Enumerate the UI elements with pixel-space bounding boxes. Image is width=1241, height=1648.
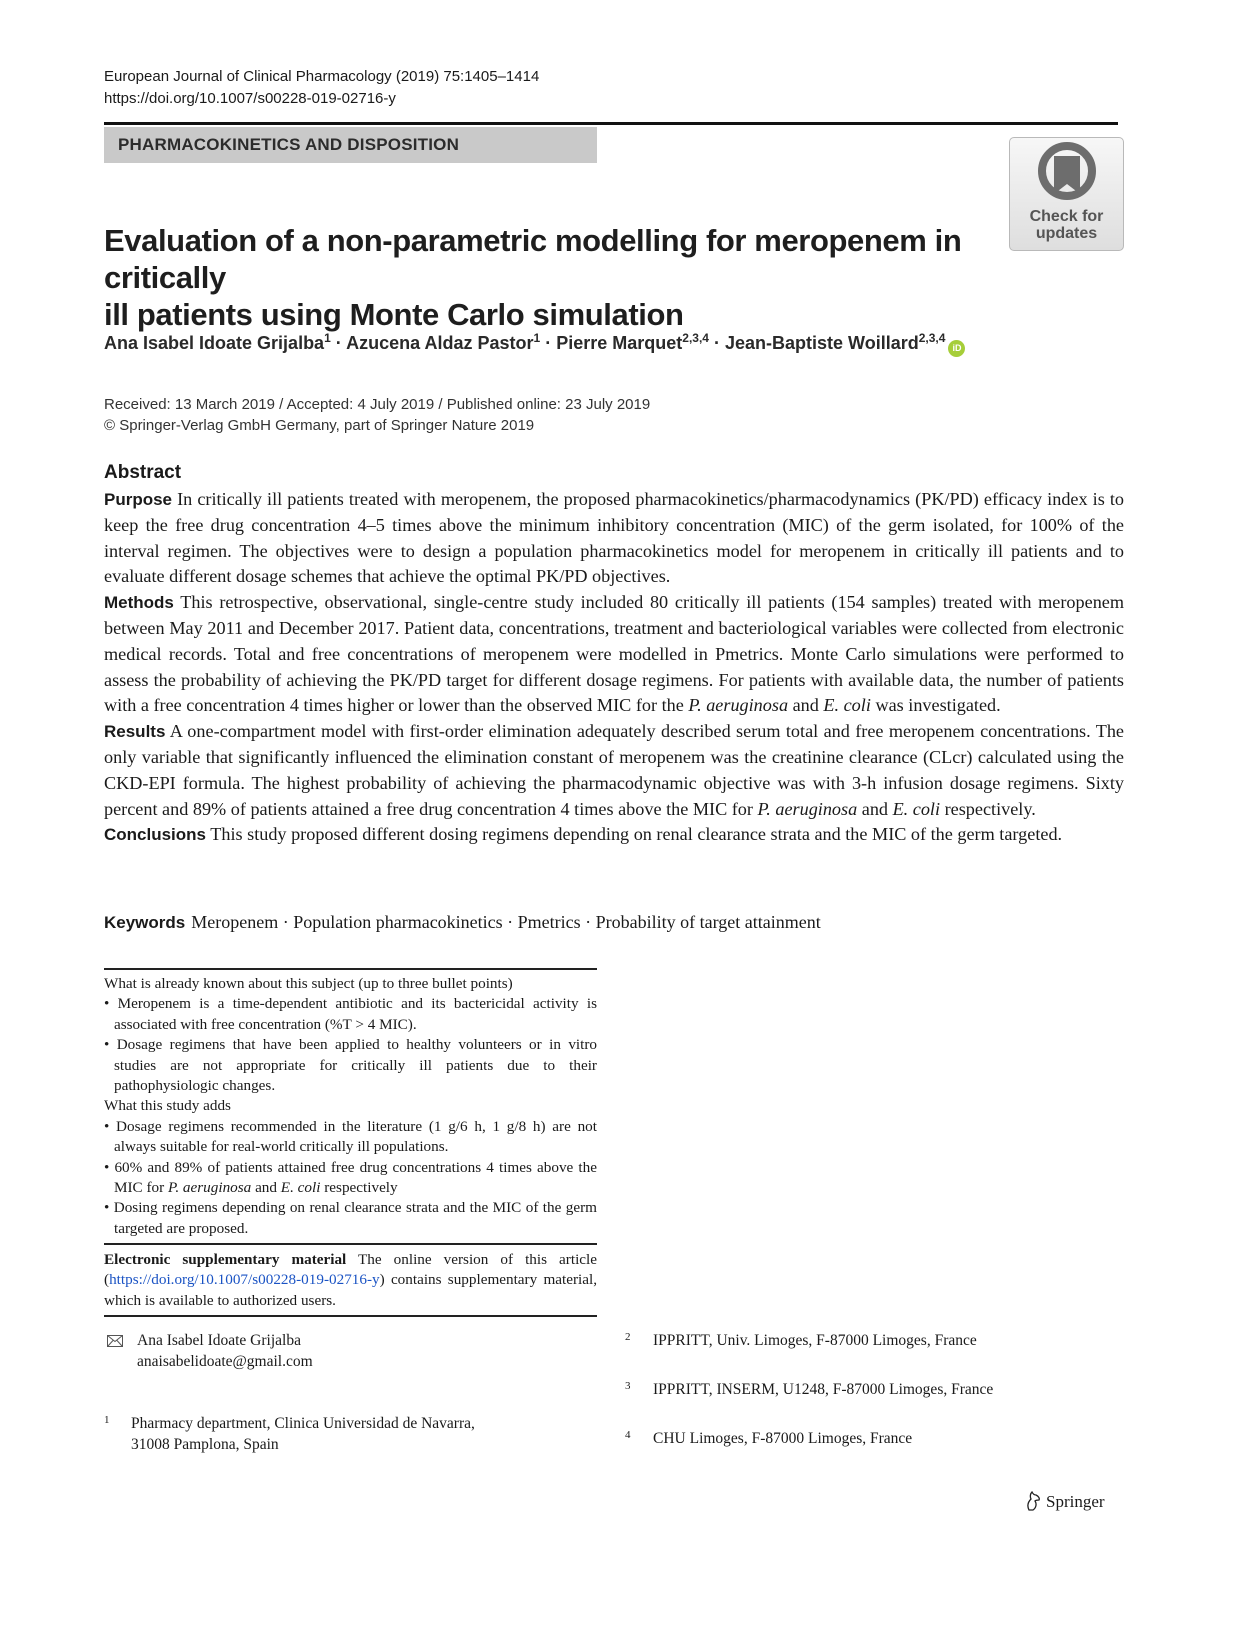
adds-heading: What this study adds [104, 1097, 231, 1115]
conclusions-text: This study proposed different dosing regimens depending on renal clearance strata and the MIC of the germ targeted. [210, 824, 1063, 845]
author-name[interactable]: Jean-Baptiste Woillard [725, 333, 919, 353]
esm-text-end: ) contains supplementary material, which is available to authorized users. [104, 1271, 597, 1309]
dates-line: Received: 13 March 2019 / Accepted: 4 July 2019 / Published online: 23 July 2019 [104, 396, 651, 413]
author-name[interactable]: Azucena Aldaz Pastor [346, 333, 534, 353]
springer-horse-icon [1024, 1491, 1042, 1511]
affiliation-line: CHU Limoges, F-87000 Limoges, France [653, 1430, 913, 1447]
affiliation-number: 3 [625, 1380, 631, 1392]
affiliation-number: 1 [104, 1414, 110, 1426]
title-line-1: Evaluation of a non-parametric modelling for meropenem in critically [104, 223, 962, 295]
methods-label: Methods [104, 593, 174, 613]
keywords [104, 912, 821, 933]
organism-name: E. coli [280, 1179, 321, 1197]
keywords-label: Keywords [104, 913, 186, 932]
affiliation-number: 2 [625, 1331, 631, 1343]
envelope-icon [107, 1335, 123, 1347]
adds-and: and [255, 1179, 277, 1197]
publisher-logo [1024, 1491, 1105, 1512]
section-banner [104, 127, 597, 163]
crossmark-icon [1038, 142, 1096, 206]
abstract [104, 462, 1124, 848]
abstract-purpose [104, 487, 1124, 590]
adds-end: respectively [324, 1179, 398, 1197]
esm-rule [104, 1315, 597, 1317]
title-line-2: ill patients using Monte Carlo simulation [104, 297, 684, 332]
affiliation-line: 31008 Pamplona, Spain [131, 1435, 279, 1453]
publisher-name: Springer [1046, 1492, 1105, 1511]
adds-bullet: • Dosage regimens recommended in the literature (1 g/6 h, 1 g/8 h) are not always suitable for real-world critically ill populations. [104, 1117, 597, 1156]
purpose-text: In critically ill patients treated with meropenem, the proposed pharmacokinetics/pharmacodynamics (PK/PD) efficacy index is to keep the free drug concentration 4–5 times above the minimum inhibitory concentration (MIC) of the germ isolated, for 100% of the interval regimen. The objectives were to design a population pharmacokinetics model for meropenem in critically ill patients and to evaluate different dosage schemes that achieve the optimal PK/PD objectives. [104, 489, 1124, 587]
author-separator: · [714, 333, 720, 353]
correspondence-email[interactable]: anaisabelidoate@gmail.com [137, 1352, 313, 1370]
results-label: Results [104, 722, 166, 742]
affiliation-line: IPPRITT, INSERM, U1248, F-87000 Limoges, France [653, 1381, 994, 1398]
check-updates-line2: updates [1035, 225, 1098, 242]
organism-name: E. coli [892, 798, 941, 819]
esm-link[interactable]: https://doi.org/10.1007/s00228-019-02716-y [109, 1271, 380, 1289]
methods-end: was investigated. [875, 695, 1001, 716]
esm-text: The online version of this article ( [104, 1251, 597, 1289]
author-affiliation: 1 [533, 331, 541, 345]
article-title [104, 222, 1004, 333]
affiliation-line: Pharmacy department, Clinica Universidad de Navarra, [131, 1415, 475, 1432]
organism-name: P. aeruginosa [688, 695, 789, 716]
supplementary-material-note [104, 1250, 597, 1317]
results-end: respectively. [944, 798, 1036, 819]
author-separator: · [335, 333, 342, 353]
copyright-line: © Springer-Verlag GmbH Germany, part of Springer Nature 2019 [104, 417, 535, 434]
adds-bullet: • Dosing regimens depending on renal clearance strata and the MIC of the germ targeted are proposed. [104, 1199, 597, 1237]
author-separator: · [545, 333, 552, 353]
known-bullet: • Dosage regimens that have been applied to healthy volunteers or in vitro studies are not appropriate for critically ill patients due to their pathophysiologic changes. [104, 1036, 597, 1095]
abstract-conclusions [104, 822, 1124, 848]
keywords-text: Meropenem · Population pharmacokinetics · Pmetrics · Probability of target attainment [191, 912, 821, 932]
organism-name: P. aeruginosa [757, 798, 858, 819]
author-name[interactable]: Pierre Marquet [556, 333, 683, 353]
author-name[interactable]: Ana Isabel Idoate Grijalba [104, 333, 325, 353]
journal-name: European Journal of Clinical Pharmacology (2019) 75:1405–1414 [104, 68, 540, 85]
check-updates-line1: Check for [1029, 208, 1104, 225]
author-list [104, 331, 965, 357]
methods-text: This retrospective, observational, single-centre study included 80 critically ill patients (154 samples) treated with meropenem between May 2011 and December 2017. Patient data, concentrations, treatment and bacteriological variables were collected from electronic medical records. Total and free concentrations of meropenem were modelled in Pmetrics. Monte Carlo simulations were performed to assess the probability of achieving the PK/PD target for different dosage regimens. For patients with available data, the number of patients with a free concentration 4 times higher or lower than the observed MIC for the [104, 592, 1125, 716]
organism-name: E. coli [823, 695, 871, 716]
results-text: A one-compartment model with first-order elimination adequately described serum total and free meropenem concentrations. The only variable that significantly influenced the elimination constant of meropenem was the creatinine clearance (CLcr) calculated using the CKD-EPI formula. The highest probability of achieving the pharmacodynamic objective was with 3-h infusion dosage regimens. Sixty percent and 89% of patients attained a free drug concentration 4 times above the MIC for [104, 721, 1124, 819]
affiliation-line: IPPRITT, Univ. Limoges, F-87000 Limoges, France [653, 1332, 977, 1349]
correspondence-name: Ana Isabel Idoate Grijalba [137, 1332, 301, 1349]
methods-and: and [792, 695, 819, 716]
purpose-label: Purpose [104, 490, 173, 509]
author-affiliation: 2,3,4 [918, 331, 946, 345]
publication-dates [104, 394, 650, 436]
conclusions-label: Conclusions [104, 825, 207, 845]
check-for-updates-button[interactable] [1009, 137, 1124, 251]
adds-bullet [104, 1158, 597, 1199]
known-bullet: • Meropenem is a time-dependent antibiotic and its bactericidal activity is associated with free concentration (%T > 4 MIC). [104, 995, 597, 1033]
esm-label: Electronic supplementary material [104, 1251, 347, 1268]
known-heading: What is already known about this subject (up to three bullet points) [104, 975, 513, 992]
abstract-heading: Abstract [104, 462, 182, 483]
organism-name: P. aeruginosa [168, 1179, 252, 1197]
abstract-methods [104, 590, 1124, 719]
section-label: PHARMACOKINETICS AND DISPOSITION [118, 135, 460, 154]
abstract-results [104, 719, 1124, 822]
summary-box [104, 968, 597, 1245]
results-and: and [861, 798, 889, 819]
orcid-icon[interactable]: iD [948, 340, 965, 357]
header-rule [104, 122, 1118, 125]
adds-bullet-text: • 60% and 89% of patients attained free drug concentrations 4 times above the MIC for [104, 1158, 597, 1197]
affiliation-number: 4 [625, 1429, 631, 1441]
journal-citation [104, 66, 539, 110]
box-bottom-rule [104, 1243, 597, 1245]
author-affiliation: 1 [324, 331, 331, 345]
doi-link[interactable]: https://doi.org/10.1007/s00228-019-02716-y [104, 90, 396, 107]
author-affiliation: 2,3,4 [682, 331, 709, 345]
